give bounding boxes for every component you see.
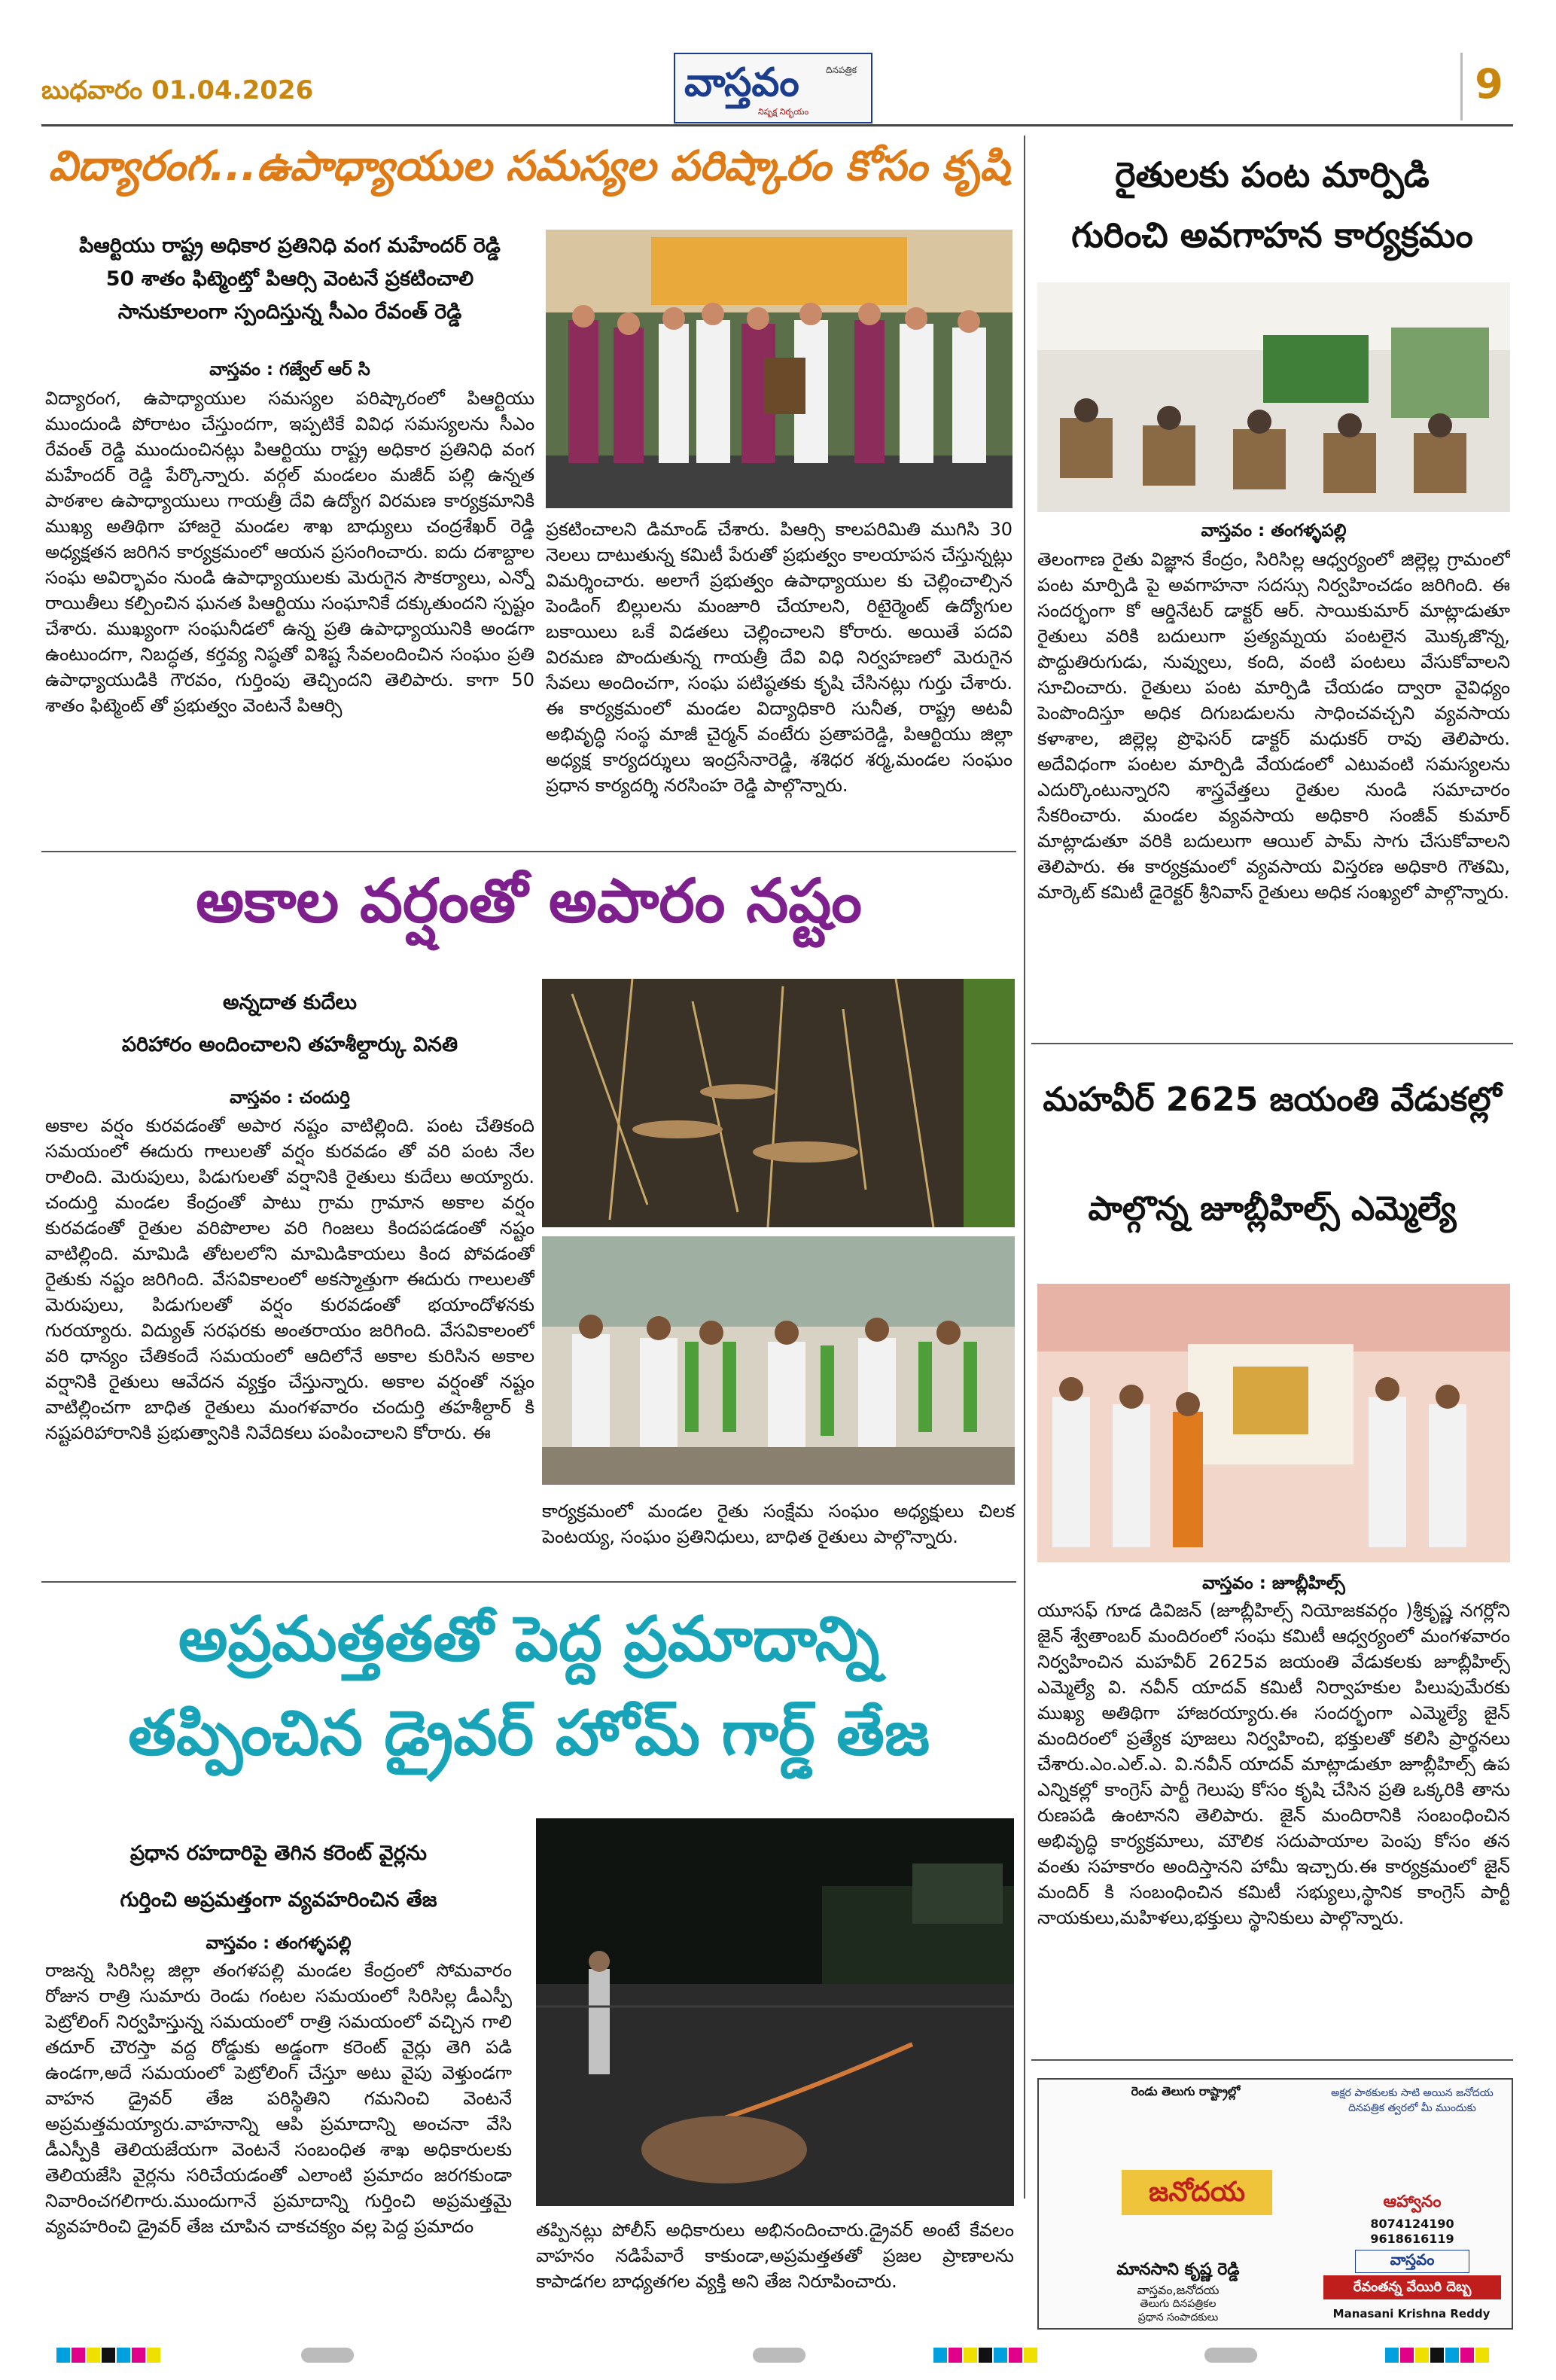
column-divider	[1024, 136, 1025, 2199]
article5-headline-line1: మహవీర్ 2625 జయంతి వేడుకల్లో	[1043, 1080, 1502, 1119]
article1-subhead-3: సానుకూలంగా స్పందిస్తున్న సీఎం రేవంత్ రెడ్డి	[117, 300, 462, 324]
article1-subhead-1: పిఆర్టియు రాష్ట్ర అధికార ప్రతినిధి వంగ మహేందర్ రెడ్డి	[79, 234, 501, 258]
article5-headline-line2: పాల్గొన్న జూబ్లీహిల్స్ ఎమ్మెల్యే	[1088, 1190, 1457, 1228]
masthead-logo	[674, 53, 872, 123]
article1-headline: విద్యారంగ...ఉపాధ్యాయుల సమస్యల పరిష్కారం కోసం కృషి	[48, 142, 1009, 190]
article1-subheads	[45, 230, 534, 329]
article5-photo-temple	[1037, 1284, 1510, 1562]
advert-top-line: రెండు తెలుగు రాష్ట్రాల్లో	[1131, 2084, 1241, 2098]
article4-photo-meeting	[1037, 282, 1510, 512]
article4-dateline: వాస్తవం : తంగళ్ళపల్లి	[1201, 521, 1347, 541]
advert-paper-name: జనోదయ	[1122, 2170, 1272, 2215]
page-number: 9	[1475, 60, 1503, 108]
article1-dateline: వాస్తవం : గజ్వేల్ ఆర్ సి	[209, 360, 370, 379]
article3-subhead-2: గుర్తించి అప్రమత్తంగా వ్యవహరించిన తేజ	[120, 1888, 437, 1912]
color-registration-mark-3	[1385, 2348, 1498, 2363]
advert-person-role-3: ప్రధాన సంపాదకులు	[1137, 2311, 1219, 2324]
header-rule	[41, 124, 1513, 126]
advert-phone-2: 9618616119	[1370, 2232, 1454, 2246]
article2-headline: అకాల వర్షంతో అపారం నష్టం	[196, 866, 862, 936]
article4-headline-line2: గురించి అవగాహన కార్యక్రమం	[1071, 215, 1473, 255]
registration-pill-3	[1204, 2348, 1257, 2363]
color-registration-mark-1	[56, 2348, 169, 2363]
advert-person-role: వాస్తవం,జనోదయ	[1137, 2283, 1220, 2297]
article1-subhead-2: 50 శాతం ఫిట్మెంట్తో పిఆర్సి వెంటనే ప్రకటించాలి	[105, 267, 474, 291]
registration-pill-2	[753, 2348, 805, 2363]
article1-body-right: ప్రకటించాలని డిమాండ్ చేశారు. పిఆర్సి కాలపరిమితి ముగిసి 30 నెలలు దాటుతున్న కమిటీ పేరుతో ప్రభుత్వం కాలయాపన చేస్తున్నట్లు విమర్శించారు. అలాగే ప్రభుత్వం ఉపాధ్యాయుల కు చెల్లించాల్సిన పెండింగ్ బిల్లులను మంజూరి చేయాలని, రిటైర్మెంట్ ఉద్యోగుల బకాయిలు ఒకే విడతలు చెల్లించాలని కోరారు. అయితే పదవి విరమణ పొందుతున్న గాయత్రీ దేవి విధి నిర్వహణలో మెరుగైన సేవలు అందించగా, సంఘ పటిష్ఠతకు కృషి చేసినట్లు గుర్తు చేశారు. ఈ కార్యక్రమంలో మండల విద్యాధికారి సునీత, రాష్ట్ర అటవీ అభివృద్ధి సంస్థ మాజీ చైర్మన్ వంటేరు ప్రతాపరెడ్డి, పిఆర్టియు జిల్లా అధ్యక్ష కార్యదర్శులు ఇంద్రసేనారెడ్డి, శశిధర శర్మ,మండల సంఘం ప్రధాన కార్యదర్శి నరసింహ రెడ్డి పాల్గొన్నారు.	[546, 519, 1012, 796]
masthead-subtitle: దినపత్రిక	[826, 65, 857, 75]
advert-right-text: అక్షర పాఠకులకు సాటి అయిన జనోదయ దినపత్రిక త్వరలో మీ ముందుకు	[1331, 2087, 1494, 2114]
article2-photo-farmers	[542, 1236, 1015, 1485]
advert-phone-1: 8074124190	[1370, 2217, 1454, 2231]
registration-pill-1	[301, 2348, 354, 2363]
article5-bottom-rule	[1031, 2059, 1513, 2061]
article3-headline-line2: తప్పించిన డ్రైవర్ హోమ్ గార్డ్ తేజ	[128, 1698, 930, 1769]
article4-body: తెలంగాణ రైతు విజ్ఞాన కేంద్రం, సిరిసిల్ల ఆధ్వర్యంలో జిల్లెల్ల గ్రామంలో పంట మార్పిడి పై అవగాహనా సదస్సు నిర్వహించడం జరిగింది. ఈ సందర్భంగా కో ఆర్డినేటర్ డాక్టర్ ఆర్. సాయికుమార్ మాట్లాడుతూ రైతులు వరికి బదులుగా ప్రత్యమ్నయ పంటలైన మొక్కజొన్న, పొద్దుతిరుగుడు, నువ్వులు, కంది, వంటి పంటలు వేసుకోవాలని సూచించారు. రైతులు పంట మార్పిడి చేయడం ద్వారా వైవిధ్యం పెంపొందిస్తూ అధిక దిగుబడులను సాధించవచ్చని వ్యవసాయ కళాశాల, జిల్లెల్ల ప్రొఫెసర్ డాక్టర్ మధుకర్ రావు తెలిపారు. అదేవిధంగా పంటల మార్పిడి వేయడంలో ఎటువంటి సమస్యలను ఎదుర్కొంటున్నారని శాస్త్రవేత్తలు రైతుల నుండి సమాచారం సేకరించారు. మండల వ్యవసాయ అధికారి సంజీవ్ కుమార్ మాట్లాడుతూ వరికి బదులుగా ఆయిల్ పామ్ సాగు చేసుకోవాలని తెలిపారు. ఈ కార్యక్రమంలో వ్యవసాయ విస్తరణ అధికారి గౌతమి, మార్కెట్ కమిటీ డైరెక్టర్ శ్రీనివాస్ రైతులు అధిక సంఖ్యలో పాల్గొన్నారు.	[1037, 549, 1510, 903]
article3-headline-line1: అప్రమత్తతతో పెద్ద ప్రమాదాన్ని	[178, 1604, 880, 1675]
advert-person-name: మానసాని కృష్ణ రెడ్డి	[1116, 2260, 1240, 2279]
advert-invite: ఆహ్వానం	[1383, 2193, 1442, 2211]
article4-headline-line1: రైతులకు పంట మార్పిడి	[1115, 154, 1430, 195]
masthead-tagline: నిష్పక్ష నిర్భయం	[758, 107, 809, 117]
article2-photo-field	[542, 979, 1015, 1227]
article3-caption: తప్పినట్లు పోలీస్ అధికారులు అభినందించారు.డ్రైవర్ అంటే కేవలం వాహనం నడిపేవారే కాకుండా,అప్రమత్తతతో ప్రజల ప్రాణాలను కాపాడగల బాధ్యతగల వ్యక్తి అని తేజ నిరూపించారు.	[536, 2220, 1014, 2292]
advert-footer-name: Manasani Krishna Reddy	[1332, 2307, 1491, 2321]
article1-body-left: విద్యారంగ, ఉపాధ్యాయుల సమస్యల పరిష్కారంలో పిఆర్టియు ముందుండి పోరాటం చేస్తుందగా, ఇప్పటికే వివిధ సమస్యలను సీఎం రేవంత్ రెడ్డి ముందుంచినట్లు పిఆర్టియు రాష్ట్ర అధికార ప్రతినిధి వంగ మహేందర్ రెడ్డి పేర్కొన్నారు. వర్గల్ మండలం మజీద్ పల్లి ఉన్నత పాఠశాల ఉపాధ్యాయులు గాయత్రీ దేవి ఉద్యోగ విరమణ కార్యక్రమానికి ముఖ్య అతిథిగా హాజరై మండల శాఖ బాధ్యులు చంద్రశేఖర్ రెడ్డి అధ్యక్షతన జరిగిన కార్యక్రమంలో ఆయన ప్రసంగించారు. ఐదు దశాబ్దాల సంఘ అవిర్భావం నుండి ఉపాధ్యాయులకు మెరుగైన సౌకర్యాలు, ఎన్నో రాయితీలు కల్పించిన ఘనత పిఆర్టియు సంఘానికే దక్కుతుందని స్పష్టం చేశారు. ముఖ్యంగా సంఘనీడలో ఉన్న ప్రతి ఉపాధ్యాయునికి అండగా ఉంటుందగా, నిబద్ధత, కర్తవ్య నిష్ఠతో విశిష్ట సేవలందించిన సంఘం ప్రతి ఉపాధ్యాయుడికి గౌరవం, గుర్తింపు తెచ్చిందని తెలిపారు. కాగా 50 శాతం ఫిట్మెంట్ తో ప్రభుత్వం వెంటనే పిఆర్సి	[45, 388, 534, 716]
issue-date: బుధవారం 01.04.2026	[41, 75, 314, 105]
article2-subhead-1: అన్నదాత కుదేలు	[222, 991, 358, 1014]
article4-bottom-rule	[1031, 1043, 1513, 1044]
article3-body: రాజన్న సిరిసిల్ల జిల్లా తంగళపల్లి మండల కేంద్రంలో సోమవారం రోజున రాత్రి సుమారు రెండు గంటల సమయంలో సిరిసిల్ల డీఎస్పీ పెట్రోలింగ్ నిర్వహిస్తున్న సమయంలో రాత్రి సమయంలో వచ్చిన గాలి తదూర్ చౌరస్తా వద్ద రోడ్డుకు అడ్డంగా కరెంట్ వైర్లు తెగి పడి ఉండగా,అదే సమయంలో పెట్రోలింగ్ చేస్తూ అటు వైపు వెళ్తుండగా వాహన డ్రైవర్ తేజ పరిస్థితిని గమనించి వెంటనే అప్రమత్తమయ్యారు.వాహనాన్ని ఆపి ప్రమాదాన్ని అంచనా వేసి డీఎస్పీకి తెలియజేయగా వెంటనే సంబంధిత శాఖ అధికారులకు తెలియజేసి వైర్లను సరిచేయడంతో ఎలాంటి ప్రమాదం జరగకుండా నివారించగలిగారు.ముందుగానే ప్రమాదాన్ని గుర్తించి అప్రమత్తమై వ్యవహరించి డ్రైవర్ తేజ చూపిన చాకచక్యం వల్ల పెద్ద ప్రమాదం	[45, 1960, 512, 2237]
article1-photo	[546, 230, 1012, 508]
article2-caption: కార్యక్రమంలో మండల రైతు సంక్షేమ సంఘం అధ్యక్షులు చిలక పెంటయ్య, సంఘం ప్రతినిధులు, బాధిత రైతులు పాల్గొన్నారు.	[542, 1501, 1015, 1547]
article2-subheads	[45, 986, 534, 1062]
article3-photo-night-road	[536, 1818, 1014, 2206]
article3-subhead-1: ప్రధాన రహదారిపై తెగిన కరెంట్ వైర్లను	[129, 1842, 428, 1865]
article3-subheads	[45, 1837, 512, 1917]
article2-subhead-2: పరిహారం అందించాలని తహశీల్దార్కు వినతి	[121, 1033, 458, 1056]
article2-dateline: వాస్తవం : చందుర్తి	[230, 1088, 350, 1108]
page-number-divider	[1460, 53, 1463, 120]
article1-bottom-rule	[41, 851, 1016, 852]
article3-dateline: వాస్తవం : తంగళ్ళపల్లి	[206, 1934, 352, 1953]
masthead-title: వాస్తవం	[684, 60, 799, 105]
advert-brand: వాస్తవం	[1355, 2250, 1469, 2273]
article5-dateline: వాస్తవం : జూబ్లీహిల్స్	[1202, 1574, 1345, 1593]
article5-body: యూసఫ్ గూడ డివిజన్ (జూబ్లీహిల్స్ నియోజకవర్గం )శ్రీకృష్ణ నగర్లోని జైన్ శ్వేతాంబర్ మందిరంలో సంఘ కమిటీ ఆధ్వర్యంలో మంగళవారం నిర్వహించిన మహవీర్ 2625వ జయంతి వేడుకలకు జూబ్లీహిల్స్ ఎమ్మెల్యే వి. నవీన్ యాదవ్ కమిటీ నిర్వాహకుల పిలుపుమేరకు ముఖ్య అతిథిగా హాజరయ్యారు.ఈ సందర్భంగా ఎమ్మెల్యే జైన్ మందిరంలో ప్రత్యేక పూజలు నిర్వహించి, భక్తులతో కలిసి ప్రార్థనలు చేశారు.ఎం.ఎల్.ఎ. వి.నవీన్ యాదవ్ మాట్లాడుతూ జూబ్లీహిల్స్ ఉప ఎన్నికల్లో కాంగ్రెస్ పార్టీ గెలుపు కోసం కృషి చేసిన ప్రతి ఒక్కరికి తాను రుణపడి ఉంటానని తెలిపారు. జైన్ మందిరానికి సంబంధించిన అభివృద్ధి కార్యక్రమాలు, మౌలిక సదుపాయాల పెంపు కోసం తన వంతు సహకారం అందిస్తానని హామీ ఇచ్చారు.ఈ కార్యక్రమంలో జైన్ మందిర్ కి సంబంధించిన కమిటీ సభ్యులు,స్థానిక కాంగ్రెస్ పార్టీ నాయకులు,మహిళలు,భక్తులు స్థానికులు పాల్గొన్నారు.	[1037, 1600, 1510, 1928]
advert-person-role-2: తెలుగు దినపత్రికల	[1140, 2298, 1216, 2310]
advert-banner: రేవంతన్న వేయిరి దెబ్బ	[1323, 2275, 1501, 2299]
article2-bottom-rule	[41, 1581, 1016, 1583]
article2-body: అకాల వర్షం కురవడంతో అపార నష్టం వాటిల్లింది. పంట చేతికంది సమయంలో ఈదురు గాలులతో వర్షం కురవడం తో వరి పంట నేల రాలింది. మెరుపులు, పిడుగులతో వర్షానికి రైతులు కుదేలు అయ్యారు. చందుర్తి మండల కేంద్రంతో పాటు గ్రామ గ్రామాన అకాల వర్షం కురవడంతో రైతుల వరిపొలాల వరి గింజలు కిందపడడంతో నష్టం వాటిల్లింది. మామిడి తోటలలోని మామిడికాయలు కింద పోవడంతో రైతుకు నష్టం జరిగింది. వేసవికాలంలో అకస్మాత్తుగా ఈదురు గాలులతో మెరుపులు, పిడుగులతో వర్షం కురవడంతో భయాందోళనకు గురయ్యారు. విద్యుత్ సరఫరకు అంతరాయం జరిగింది. వేసవికాలంలో వరి ధాన్యం చేతికందే సమయంలో ఆదిలోనే అకాల కురిసిన అకాల వర్షానికి రైతులు ఆవేదన వ్యక్తం చేస్తున్నారు. అకాల వర్షంతో నష్టం వాటిల్లించగా బాధిత రైతులు మంగళవారం చందుర్తి తహశీల్దార్ కి నష్టపరిహారానికి ప్రభుత్వానికి నివేదికలు పంపించాలని కోరారు. ఈ	[45, 1115, 534, 1443]
advert-box	[1037, 2078, 1513, 2330]
color-registration-mark-2	[933, 2348, 1046, 2363]
